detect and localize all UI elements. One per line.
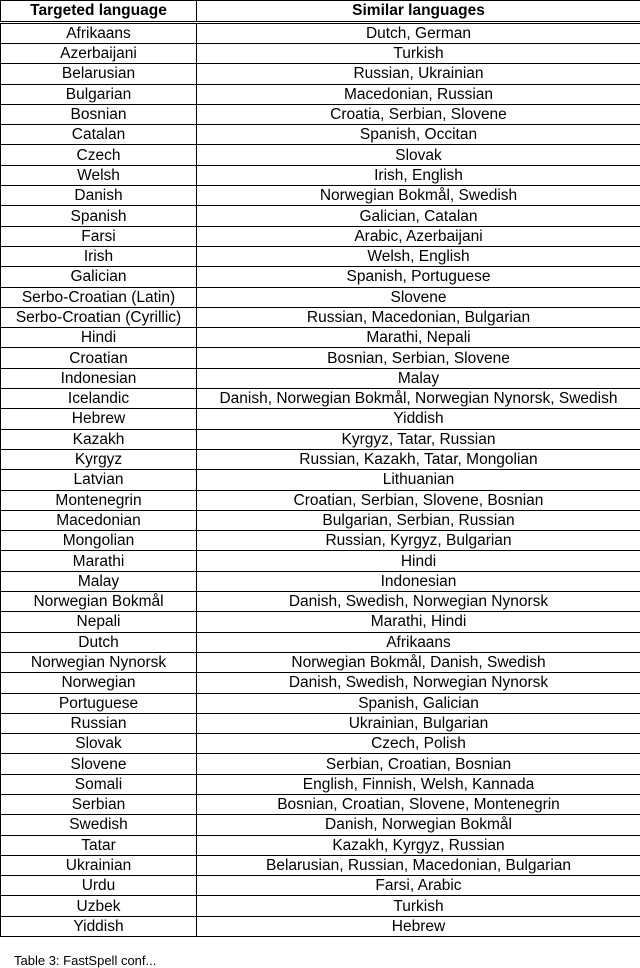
table-row bbox=[1, 531, 640, 551]
targeted-language-cell: Catalan bbox=[1, 125, 197, 145]
targeted-language-cell: Portuguese bbox=[1, 693, 197, 713]
similar-languages-cell: Arabic, Azerbaijani bbox=[197, 226, 640, 246]
table-row bbox=[1, 734, 640, 754]
targeted-language-cell: Welsh bbox=[1, 165, 197, 185]
table-body bbox=[1, 23, 640, 937]
table-row bbox=[1, 287, 640, 307]
table-row bbox=[1, 165, 640, 185]
similar-languages-cell: Dutch, German bbox=[197, 23, 640, 44]
similar-languages-cell: Kazakh, Kyrgyz, Russian bbox=[197, 835, 640, 855]
similar-languages-cell: Afrikaans bbox=[197, 632, 640, 652]
table-row bbox=[1, 348, 640, 368]
targeted-language-cell: Tatar bbox=[1, 835, 197, 855]
similar-languages-cell: Malay bbox=[197, 368, 640, 388]
table-row bbox=[1, 612, 640, 632]
table-row bbox=[1, 64, 640, 84]
table-row bbox=[1, 551, 640, 571]
similar-languages-cell: Turkish bbox=[197, 44, 640, 64]
table-row bbox=[1, 510, 640, 530]
targeted-language-cell: Galician bbox=[1, 267, 197, 287]
targeted-language-cell: Kazakh bbox=[1, 429, 197, 449]
table-row bbox=[1, 835, 640, 855]
targeted-language-cell: Icelandic bbox=[1, 389, 197, 409]
header-row bbox=[1, 1, 640, 23]
targeted-language-cell: Swedish bbox=[1, 815, 197, 835]
targeted-language-cell: Afrikaans bbox=[1, 23, 197, 44]
similar-languages-cell: Croatia, Serbian, Slovene bbox=[197, 104, 640, 124]
header-similar-languages: Similar languages bbox=[197, 1, 640, 23]
targeted-language-cell: Bosnian bbox=[1, 104, 197, 124]
targeted-language-cell: Somali bbox=[1, 774, 197, 794]
targeted-language-cell: Serbo-Croatian (Cyrillic) bbox=[1, 307, 197, 327]
table-row bbox=[1, 307, 640, 327]
table-row bbox=[1, 490, 640, 510]
targeted-language-cell: Indonesian bbox=[1, 368, 197, 388]
table-row bbox=[1, 23, 640, 44]
table-row bbox=[1, 368, 640, 388]
targeted-language-cell: Kyrgyz bbox=[1, 449, 197, 469]
targeted-language-cell: Nepali bbox=[1, 612, 197, 632]
table-row bbox=[1, 815, 640, 835]
similar-languages-cell: Yiddish bbox=[197, 409, 640, 429]
targeted-language-cell: Norwegian Bokmål bbox=[1, 592, 197, 612]
table-row bbox=[1, 125, 640, 145]
targeted-language-cell: Latvian bbox=[1, 470, 197, 490]
similar-languages-cell: Turkish bbox=[197, 896, 640, 916]
similar-languages-cell: Spanish, Galician bbox=[197, 693, 640, 713]
similar-languages-cell: Bosnian, Serbian, Slovene bbox=[197, 348, 640, 368]
table-row bbox=[1, 754, 640, 774]
targeted-language-cell: Irish bbox=[1, 246, 197, 266]
table-row bbox=[1, 876, 640, 896]
targeted-language-cell: Norwegian bbox=[1, 673, 197, 693]
similar-languages-cell: Russian, Kazakh, Tatar, Mongolian bbox=[197, 449, 640, 469]
targeted-language-cell: Norwegian Nynorsk bbox=[1, 652, 197, 672]
similar-languages-cell: Norwegian Bokmål, Swedish bbox=[197, 186, 640, 206]
table-row bbox=[1, 571, 640, 591]
table-row bbox=[1, 592, 640, 612]
similar-languages-cell: Spanish, Occitan bbox=[197, 125, 640, 145]
targeted-language-cell: Russian bbox=[1, 713, 197, 733]
targeted-language-cell: Slovak bbox=[1, 734, 197, 754]
header-targeted-language: Targeted language bbox=[1, 1, 197, 23]
similar-languages-cell: Marathi, Hindi bbox=[197, 612, 640, 632]
targeted-language-cell: Farsi bbox=[1, 226, 197, 246]
table-row bbox=[1, 713, 640, 733]
similar-languages-cell: Norwegian Bokmål, Danish, Swedish bbox=[197, 652, 640, 672]
table-row bbox=[1, 84, 640, 104]
similar-languages-cell: Russian, Ukrainian bbox=[197, 64, 640, 84]
similar-languages-cell: Macedonian, Russian bbox=[197, 84, 640, 104]
table-caption: Table 3: FastSpell conf... bbox=[14, 953, 156, 968]
similar-languages-cell: Bulgarian, Serbian, Russian bbox=[197, 510, 640, 530]
targeted-language-cell: Belarusian bbox=[1, 64, 197, 84]
table-row bbox=[1, 145, 640, 165]
similar-languages-cell: Slovak bbox=[197, 145, 640, 165]
table-row bbox=[1, 44, 640, 64]
targeted-language-cell: Serbian bbox=[1, 794, 197, 814]
similar-languages-cell: Spanish, Portuguese bbox=[197, 267, 640, 287]
targeted-language-cell: Ukrainian bbox=[1, 855, 197, 875]
targeted-language-cell: Mongolian bbox=[1, 531, 197, 551]
table-row bbox=[1, 896, 640, 916]
targeted-language-cell: Bulgarian bbox=[1, 84, 197, 104]
table-row bbox=[1, 246, 640, 266]
targeted-language-cell: Yiddish bbox=[1, 916, 197, 936]
table-row bbox=[1, 267, 640, 287]
table-row bbox=[1, 916, 640, 936]
table-row bbox=[1, 186, 640, 206]
table-row bbox=[1, 470, 640, 490]
similar-languages-cell: Bosnian, Croatian, Slovene, Montenegrin bbox=[197, 794, 640, 814]
table-row bbox=[1, 693, 640, 713]
similar-languages-cell: Russian, Macedonian, Bulgarian bbox=[197, 307, 640, 327]
targeted-language-cell: Macedonian bbox=[1, 510, 197, 530]
targeted-language-cell: Danish bbox=[1, 186, 197, 206]
targeted-language-cell: Croatian bbox=[1, 348, 197, 368]
targeted-language-cell: Azerbaijani bbox=[1, 44, 197, 64]
targeted-language-cell: Czech bbox=[1, 145, 197, 165]
targeted-language-cell: Malay bbox=[1, 571, 197, 591]
table-header bbox=[1, 1, 640, 23]
table-row bbox=[1, 104, 640, 124]
similar-languages-cell: Croatian, Serbian, Slovene, Bosnian bbox=[197, 490, 640, 510]
targeted-language-cell: Dutch bbox=[1, 632, 197, 652]
table-row bbox=[1, 855, 640, 875]
targeted-language-cell: Montenegrin bbox=[1, 490, 197, 510]
similar-languages-cell: Danish, Swedish, Norwegian Nynorsk bbox=[197, 673, 640, 693]
table-row bbox=[1, 429, 640, 449]
similar-languages-cell: Welsh, English bbox=[197, 246, 640, 266]
targeted-language-cell: Uzbek bbox=[1, 896, 197, 916]
table-row bbox=[1, 652, 640, 672]
similar-languages-cell: Lithuanian bbox=[197, 470, 640, 490]
similar-languages-cell: Danish, Norwegian Bokmål, Norwegian Nynorsk, Swedish bbox=[197, 389, 640, 409]
table-row bbox=[1, 206, 640, 226]
similar-languages-cell: Belarusian, Russian, Macedonian, Bulgarian bbox=[197, 855, 640, 875]
similar-languages-cell: Kyrgyz, Tatar, Russian bbox=[197, 429, 640, 449]
table-row bbox=[1, 226, 640, 246]
similar-languages-cell: Slovene bbox=[197, 287, 640, 307]
table-row bbox=[1, 389, 640, 409]
similar-languages-cell: Serbian, Croatian, Bosnian bbox=[197, 754, 640, 774]
targeted-language-cell: Spanish bbox=[1, 206, 197, 226]
table-row bbox=[1, 328, 640, 348]
similar-languages-cell: Hebrew bbox=[197, 916, 640, 936]
targeted-language-cell: Hebrew bbox=[1, 409, 197, 429]
similar-languages-cell: Czech, Polish bbox=[197, 734, 640, 754]
similar-languages-cell: Ukrainian, Bulgarian bbox=[197, 713, 640, 733]
similar-languages-cell: Hindi bbox=[197, 551, 640, 571]
targeted-language-cell: Urdu bbox=[1, 876, 197, 896]
table-row bbox=[1, 673, 640, 693]
targeted-language-cell: Hindi bbox=[1, 328, 197, 348]
targeted-language-cell: Serbo-Croatian (Latin) bbox=[1, 287, 197, 307]
similar-languages-cell: Irish, English bbox=[197, 165, 640, 185]
similar-languages-cell: Danish, Swedish, Norwegian Nynorsk bbox=[197, 592, 640, 612]
similar-languages-cell: Marathi, Nepali bbox=[197, 328, 640, 348]
table-row bbox=[1, 774, 640, 794]
table-row bbox=[1, 449, 640, 469]
similar-languages-cell: English, Finnish, Welsh, Kannada bbox=[197, 774, 640, 794]
table-row bbox=[1, 794, 640, 814]
targeted-language-cell: Marathi bbox=[1, 551, 197, 571]
table-row bbox=[1, 409, 640, 429]
similar-languages-cell: Danish, Norwegian Bokmål bbox=[197, 815, 640, 835]
similar-languages-cell: Indonesian bbox=[197, 571, 640, 591]
targeted-language-cell: Slovene bbox=[1, 754, 197, 774]
similar-languages-cell: Galician, Catalan bbox=[197, 206, 640, 226]
table-row bbox=[1, 632, 640, 652]
similar-languages-cell: Russian, Kyrgyz, Bulgarian bbox=[197, 531, 640, 551]
similar-languages-cell: Farsi, Arabic bbox=[197, 876, 640, 896]
